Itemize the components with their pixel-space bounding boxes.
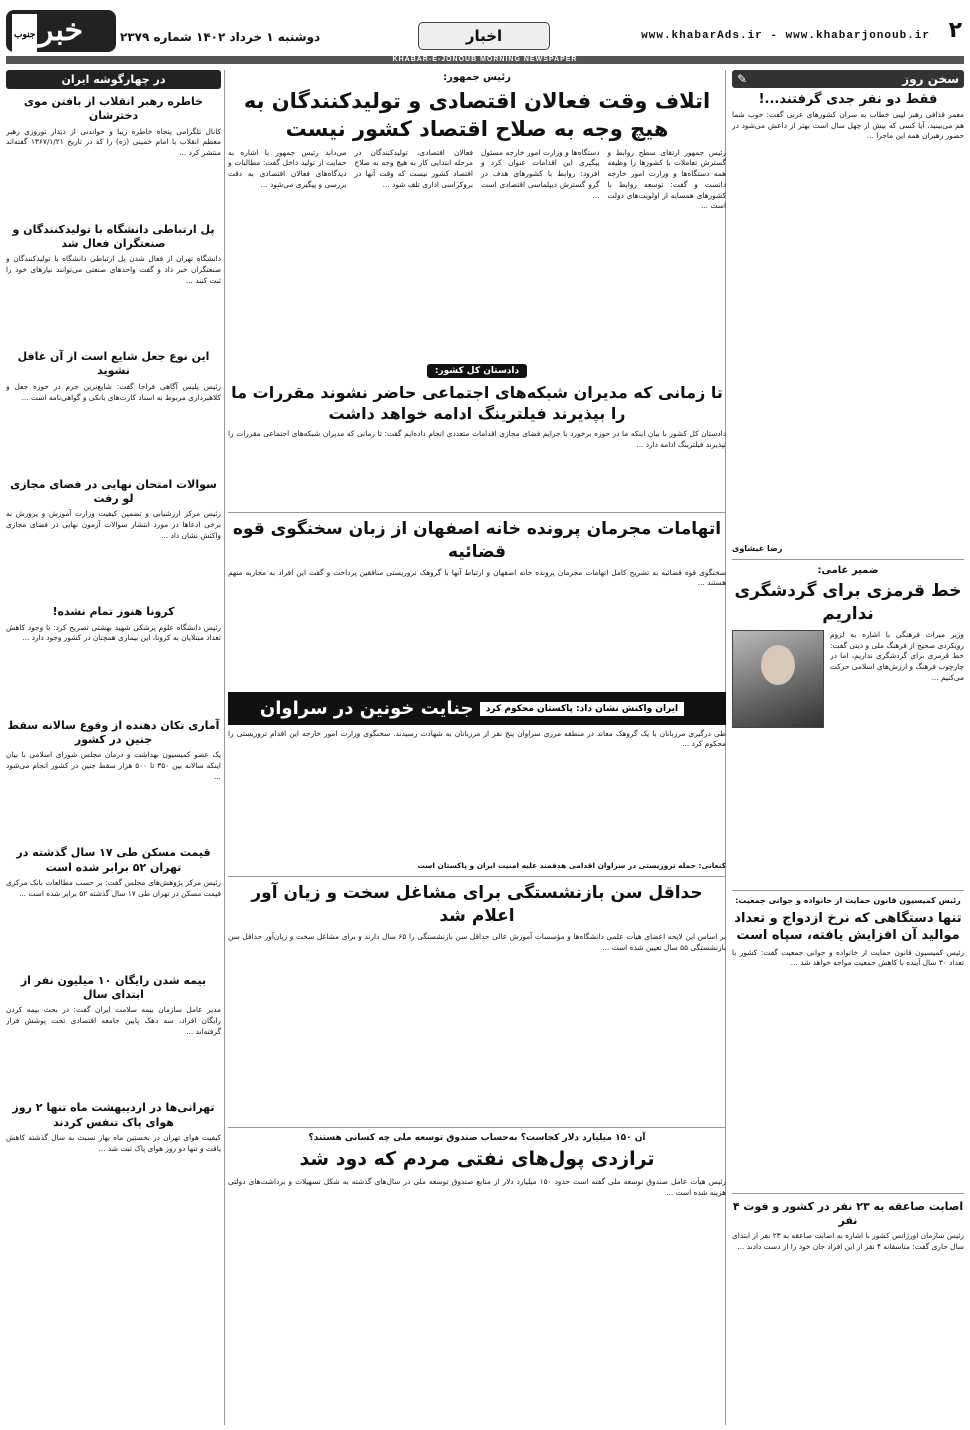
editorial-title: فقط دو نفر جدی گرفتند...! bbox=[758, 92, 938, 107]
retirement-headline: حداقل سن بازنشستگی برای مشاغل سخت و زیان آور اعلام شد bbox=[251, 883, 703, 927]
interview-body: وزیر میراث فرهنگی با اشاره به لزوم رویکردی صحیح از فرهنگ ملی و دینی گفت: خط قرمزی برای گردشگری نداریم، اما در چارچوب فرهنگ و ارزش‌های اسلامی حرکت می‌کنیم ... bbox=[830, 629, 964, 682]
logo-small-text: جنوب bbox=[12, 14, 37, 56]
oil-kicker: آن ۱۵۰ میلیارد دلار کجاست؟ به‌حساب صندوق توسعه ملی چه کسانی هستند؟ bbox=[308, 1133, 646, 1144]
law-title: تنها دستگاهی که نرخ ازدواج و تعداد موالید آن افزایش یافته، سپاه است bbox=[734, 910, 962, 943]
news-brief-body: رئیس پلیس آگاهی فراجا گفت: شایع‌ترین جرم در حوزه جعل و کلاهبرداری مربوط به اسناد کارت‌های بانکی و گواهی‌نامه است ... bbox=[6, 381, 221, 402]
news-brief-title: بیمه شدن رایگان ۱۰ میلیون نفر از ابتدای سال bbox=[20, 973, 207, 1002]
news-brief-list bbox=[6, 95, 221, 1223]
law-kicker: رئیس کمیسیون قانون حمایت از خانواده و جوانی جمعیت: bbox=[735, 895, 961, 905]
news-box-header: در چهارگوشه ایران bbox=[6, 70, 221, 89]
lead-article bbox=[228, 148, 726, 358]
interview-title: خط قرمزی برای گردشگری نداریم bbox=[734, 581, 962, 624]
isfahan-headline: اتهامات مجرمان پرونده خانه اصفهان از زبان سخنگوی قوه قضائیه bbox=[232, 518, 722, 562]
news-brief-body: رئیس مرکز پژوهش‌های مجلس گفت: بر حسب مطالعات بانک مرکزی قیمت مسکن در تهران طی ۱۷ سال گذشته ۵۲ برابر شده است ... bbox=[6, 877, 221, 898]
news-brief-title: تهرانی‌ها در اردیبهشت ماه تنها ۲ روز هوای پاک تنفس کردند bbox=[12, 1101, 215, 1129]
minister-photo bbox=[732, 630, 824, 728]
divider bbox=[732, 890, 964, 891]
news-brief-title: قیمت مسکن طی ۱۷ سال گذشته در تهران ۵۲ برابر شده است bbox=[16, 846, 211, 874]
masthead-strip: KHABAR-E-JONOUB MORNING NEWSPAPER bbox=[6, 56, 964, 64]
news-brief-title: پل ارتباطی دانشگاه با تولیدکنندگان و صنعتگران فعال شد bbox=[12, 222, 215, 250]
editorial-body: معمر قذافی رهبر لیبی خطاب به سران کشورهای عربی گفت: خوب شما هم می‌بینید، آیا کسی که بیش از چهل سال است بهتر از داعش می‌شود در حضور رهبران همه این ماجرا ... bbox=[732, 110, 964, 141]
lead-body-col: دستگاه‌ها و وزارت امور خارجه مسئول پیگیری این اقدامات عنوان کرد و افزود: روابط با کشورهای هدف در گرو گسترش دیپلماسی اقتصادی است ... bbox=[481, 147, 600, 200]
news-brief-body: کانال تلگرامی پنجاه خاطره زیبا و خواندنی از دیدار نوروزی رهبر معظم انقلاب با امام خمینی (ره) را که در تاریخ ۱۳۶۷/۱/۲۱ گفته‌اند منتشر کرد ... bbox=[6, 126, 221, 158]
saravan-banner bbox=[228, 692, 726, 725]
newspaper-logo bbox=[6, 10, 116, 52]
news-brief-body: یک عضو کمیسیون بهداشت و درمان مجلس شورای اسلامی با بیان اینکه سالانه بین ۳۵۰ تا ۵۰۰ هزار سقط جنین در کشور انجام می‌شود ... bbox=[6, 750, 221, 781]
right-column bbox=[732, 70, 964, 1315]
lightning-title: اصابت صاعقه به ۲۳ نفر در کشور و فوت ۴ نفر bbox=[732, 1199, 964, 1227]
page-number: ۲ bbox=[948, 18, 962, 43]
pen-icon: ✎ bbox=[737, 72, 748, 86]
column-box-title: سخن روز bbox=[902, 72, 959, 86]
news-brief-title: این نوع جعل شایع است از آن غافل نشوید bbox=[17, 350, 210, 378]
oil-body: رئیس هیأت عامل صندوق توسعه ملی گفته است حدود ۱۵۰ میلیارد دلار از منابع صندوق توسعه ملی در سال‌های گذشته به شکل تسهیلات و برداشت‌های دولتی هزینه شده است ... bbox=[228, 1177, 726, 1197]
news-brief-body: مدیر عامل سازمان بیمه سلامت ایران گفت: در بحث بیمه کردن رایگان افراد، سه دهک پایین جامعه اقتصادی تحت پوشش قرار گرفته‌اند ... bbox=[6, 1005, 221, 1036]
saravan-tag: ایران واکنش نشان داد: پاکستان محکوم کرد bbox=[480, 702, 684, 716]
masthead bbox=[0, 0, 970, 64]
divider bbox=[228, 512, 726, 513]
saravan-subhead: کنعانی: حمله تروریستی در سراوان اقدامی هدفمند علیه امنیت ایران و پاکستان است bbox=[417, 860, 726, 870]
dateline: دوشنبه ۱ خرداد ۱۴۰۲ شماره ۲۳۷۹ bbox=[120, 30, 321, 44]
left-column bbox=[6, 70, 221, 1227]
interview-kicker: ضمیر غامی: bbox=[817, 565, 879, 576]
saravan-body: طی درگیری مرزبانان با یک گروهک معاند در منطقه مرزی سراوان پنج نفر از مرزبانان به شهادت رسیدند. سخنگوی وزارت امور خارجه این اقدام تروریستی را محکوم کرد ... bbox=[228, 728, 726, 749]
divider bbox=[228, 876, 726, 877]
divider bbox=[732, 1193, 964, 1194]
news-brief-title: سوالات امتحان نهایی در فضای مجازی لو رفت bbox=[10, 477, 217, 506]
lead-headline: اتلاف وقت فعالان اقتصادی و تولیدکنندگان به هیچ وجه به صلاح اقتصاد کشور نیست bbox=[243, 89, 711, 142]
saravan-headline: جنایت خونین در سراوان bbox=[259, 697, 474, 719]
website-url[interactable]: www.khabarAds.ir - www.khabarjonoub.ir bbox=[641, 30, 930, 42]
lead-body-col: فعالان اقتصادی، تولیدکنندگان در مرحله ابتدایی کار به هیچ وجه به صلاح اقتصاد کشور نیست که وقت آنها در بروکراسی اداری تلف شود ... bbox=[354, 147, 473, 189]
news-brief-body: رئیس دانشگاه علوم پزشکی شهید بهشتی تصریح کرد: با وجود کاهش تعداد مبتلایان به کرونا، این بیماری همچنان در کشور وجود دارد ... bbox=[6, 622, 221, 643]
court-kicker: دادستان کل کشور: bbox=[427, 364, 527, 378]
section-label: اخبار bbox=[418, 22, 550, 50]
oil-headline: ترازدی پول‌های نفتی مردم که دود شد bbox=[299, 1148, 655, 1171]
news-brief-body: دانشگاه تهران از فعال شدن پل ارتباطی دانشگاه با تولیدکنندگان و صنعتگران خبر داد و گفت واحدهای صنعتی می‌توانند نیازهای خود را ثبت کنند ... bbox=[6, 254, 221, 285]
lead-body-col: می‌داند رئیس جمهور با اشاره به حمایت از تولید داخل گفت: مطالبات و دیدگاه‌های فعالان اقتصادی به دقت بررسی و پیگیری می‌شود ... bbox=[228, 147, 347, 189]
lead-kicker: رئیس جمهور: bbox=[443, 72, 511, 83]
main-area bbox=[228, 70, 726, 1331]
divider bbox=[228, 1127, 726, 1128]
news-brief-body: کیفیت هوای تهران در نخستین ماه بهار نسبت به سال گذشته کاهش یافت و تنها دو روز هوای پاک ثبت شد ... bbox=[6, 1133, 221, 1153]
isfahan-body: سخنگوی قوه قضائیه به تشریح کامل اتهامات مجرمان پرونده خانه اصفهان و ارتباط آنها با گروهک تروریستی منافقین پرداخت و گفت این افراد به محاربه متهم هستند ... bbox=[228, 567, 726, 588]
lead-body-col: رئیس جمهور ارتقای سطح روابط و گسترش تعاملات با کشورها را وظیفه همه دستگاه‌ها و وزارت امور خارجه دانست و گفت: توسعه روابط با کشورهای همسایه از اولویت‌های دولت است ... bbox=[607, 147, 726, 211]
news-brief-title: آماری تکان دهنده از وقوع سالانه سقط جنین در کشور bbox=[7, 718, 220, 746]
law-body: رئیس کمیسیون قانون حمایت از خانواده و جوانی جمعیت گفت: کشور با تعداد ۳۰ سال آینده با کاهش جمعیت مواجه خواهد شد ... bbox=[732, 947, 964, 968]
divider bbox=[732, 559, 964, 560]
news-brief-body: رئیس مرکز ارزشیابی و تضمین کیفیت وزارت آموزش و پرورش به برخی ادعاها در مورد انتشار سوالات آزمون نهایی در فضای مجازی واکنش نشان داد ... bbox=[6, 509, 221, 540]
column-box-header bbox=[732, 70, 964, 88]
column-divider bbox=[224, 70, 225, 1425]
court-body: دادستان کل کشور با بیان اینکه ما در حوزه برخورد با جرایم فضای مجازی اقدامات متعددی انجام داده‌ایم گفت: تا زمانی که مدیران شبکه‌های اجتماعی مقررات را نپذیرند فیلترینگ ادامه دارد ... bbox=[228, 428, 726, 449]
court-headline: تا زمانی که مدیران شبکه‌های اجتماعی حاضر نشوند مقررات ما را بپذیرند فیلترینگ ادامه خواهد داشت bbox=[231, 382, 723, 424]
lightning-body: رئیس سازمان اورژانس کشور با اشاره به اصابت صاعقه به ۲۳ نفر از ابتدای سال جاری گفت: متاسفانه ۴ نفر از این افراد جان خود را از دست دادند ... bbox=[732, 1231, 964, 1251]
news-brief-title: کرونا هنوز تمام نشده! bbox=[52, 605, 175, 619]
editorial-signature: رضا غیشاوی bbox=[732, 544, 783, 553]
retirement-body: بر اساس این لایحه اعضای هیأت علمی دانشگاه‌ها و مؤسسات آموزش عالی حداقل سن بازنشستگی را ۶۵ سال دارند و برای مشاغل سخت و زیان‌آور حداقل سن بازنشستگی ۵۵ سال تعیین شده است ... bbox=[228, 932, 726, 953]
logo-text: خبر bbox=[38, 13, 84, 48]
news-brief-title: خاطره رهبر انقلاب از بافتن موی دخترشان bbox=[23, 95, 204, 123]
